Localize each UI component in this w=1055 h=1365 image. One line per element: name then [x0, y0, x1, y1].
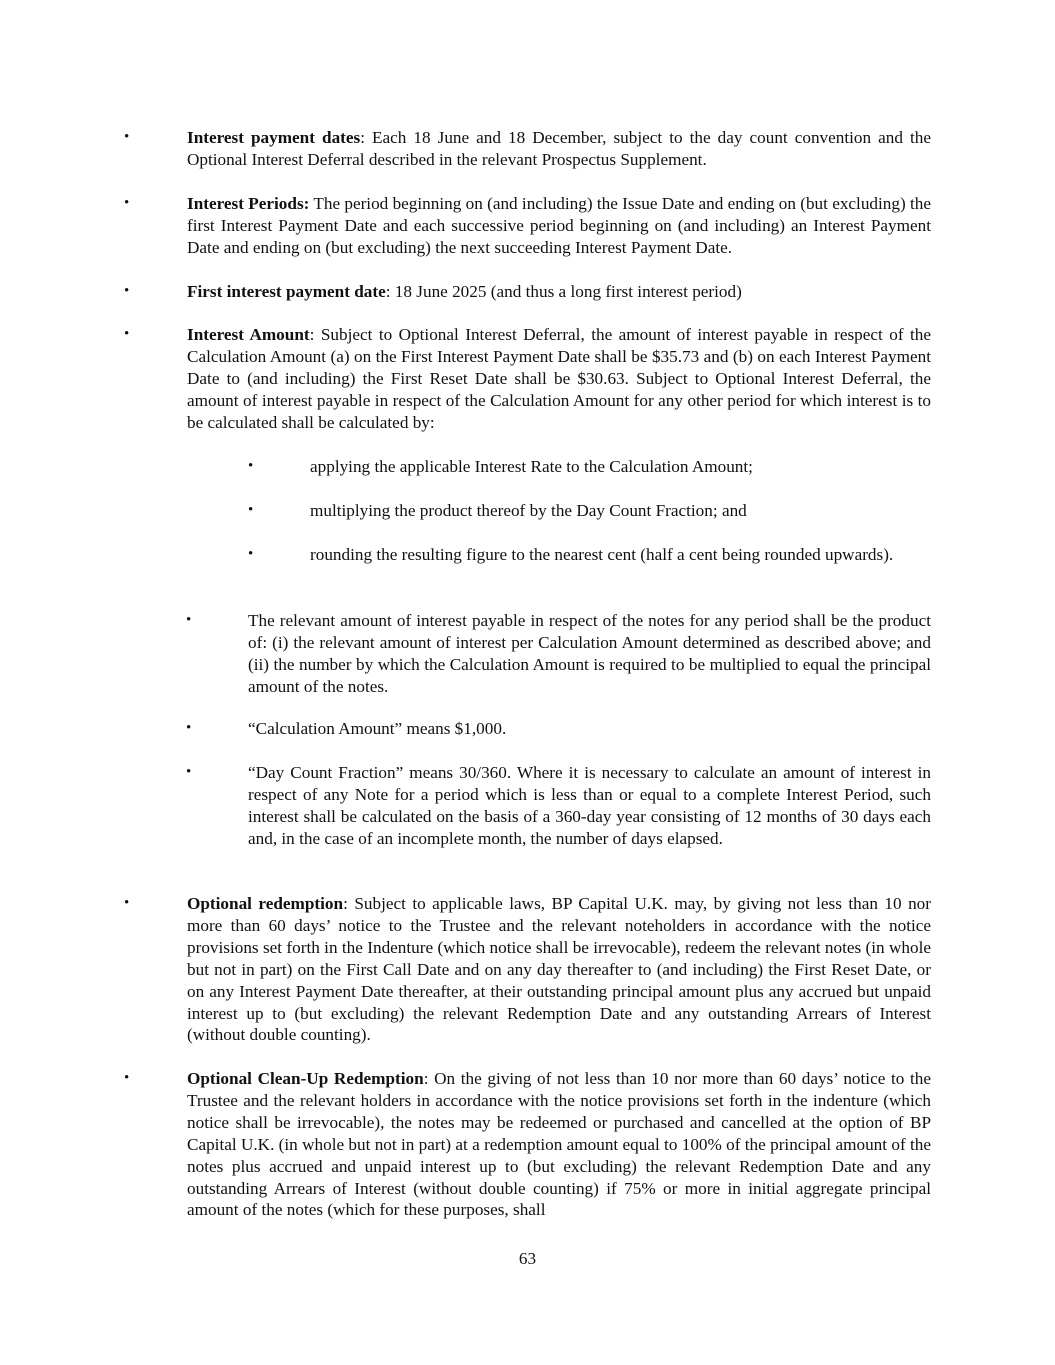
sub-item-apply-rate [310, 456, 931, 478]
list-item-optional-clean-up-redemption [187, 1068, 931, 1221]
item-text: “Day Count Fraction” means 30/360. Where it is necessary to calculate an amount of interest in respect of any Note for a period which is less than or equal to a complete Interest Period, such interest shall be calculated on the basis of a 360-day year consisting of 12 months of 30 days each and, in the case of an incomplete month, the number of days elapsed. [248, 763, 931, 848]
bullet-icon: • [186, 764, 192, 780]
item-text: : Subject to Optional Interest Deferral, the amount of interest payable in respect of the Calculation Amount (a) on the First Interest Payment Date shall be $35.73 and (b) on each Interest Payment Date to (and including) the First Reset Date shall be $30.63. Subject to Optional Interest Deferral, the amount of interest payable in respect of the Calculation Amount for any other period for which interest is to be calculated shall be calculated by: [187, 325, 931, 432]
item-lead: Interest payment dates [187, 128, 361, 147]
bullet-icon: • [124, 1070, 130, 1086]
item-lead: Interest Periods: [187, 194, 310, 213]
bullet-icon: • [186, 720, 192, 736]
item-text: rounding the resulting figure to the nearest cent (half a cent being rounded upwards). [310, 545, 894, 564]
item-text: : Each 18 June and 18 December, subject to the day count convention and the Optional Interest Deferral described in the relevant Prospectus Supplement. [187, 128, 931, 169]
sub-item-multiply [310, 500, 931, 522]
item-text: : Subject to applicable laws, BP Capital U.K. may, by giving not less than 10 nor more than 60 days’ notice to the Trustee and the relevant noteholders in accordance with the notice provisions set forth in the Indenture (which notice shall be irrevocable), redeem the relevant notes (in whole but not in part) on the First Call Date and on any day thereafter to (and including) the First Reset Date, or on any Interest Payment Date thereafter, at their outstanding principal amount plus any accrued but unpaid interest up to (but excluding) the relevant Redemption Date and any outstanding Arrears of Interest (without double counting). [187, 894, 931, 1045]
bullet-icon: • [248, 458, 254, 474]
list-item-interest-payment-dates [187, 127, 931, 171]
item-lead: Optional Clean-Up Redemption [187, 1069, 424, 1088]
item-lead: First interest payment date [187, 282, 386, 301]
item-text: : 18 June 2025 (and thus a long first interest period) [385, 282, 742, 301]
bullet-icon: • [186, 612, 192, 628]
list-item-interest-amount [187, 324, 931, 434]
bullet-icon: • [248, 546, 254, 562]
item-lead: Interest Amount [187, 325, 310, 344]
sub-item-relevant-amount [248, 610, 931, 698]
bullet-icon: • [124, 895, 130, 911]
page-number: 63 [518, 1249, 537, 1268]
item-text: “Calculation Amount” means $1,000. [248, 719, 507, 738]
bullet-icon: • [124, 283, 130, 299]
sub-item-rounding [310, 544, 931, 566]
item-lead: Optional redemption [187, 894, 344, 913]
sub-item-day-count-fraction [248, 762, 931, 850]
bullet-icon: • [248, 502, 254, 518]
list-item-interest-periods [187, 193, 931, 259]
bullet-icon: • [124, 195, 130, 211]
sub-item-calculation-amount [248, 718, 931, 740]
item-text: The period beginning on (and including) the Issue Date and ending on (but excluding) the first Interest Payment Date and each successive period beginning on (and including) an Interest Payment Date and ending on (but excluding) the next succeeding Interest Payment Date. [187, 194, 931, 257]
list-item-optional-redemption [187, 893, 931, 1046]
item-text: applying the applicable Interest Rate to the Calculation Amount; [310, 457, 753, 476]
item-text: multiplying the product thereof by the Day Count Fraction; and [310, 501, 747, 520]
item-text: The relevant amount of interest payable in respect of the notes for any period shall be the product of: (i) the relevant amount of interest per Calculation Amount determined as described above; and (ii) the number by which the Calculation Amount is required to be multiplied to equal the principal amount of the notes. [248, 611, 931, 696]
list-item-first-interest-payment-date [187, 281, 931, 303]
bullet-icon: • [124, 129, 130, 145]
bullet-icon: • [124, 326, 130, 342]
item-text: : On the giving of not less than 10 nor more than 60 days’ notice to the Trustee and the relevant holders in accordance with the notice provisions set forth in the indenture (which notice shall be irrevocable), the notes may be redeemed or purchased and cancelled at the option of BP Capital U.K. (in whole but not in part) at a redemption amount equal to 100% of the principal amount of the notes plus accrued and unpaid interest up to (but excluding) the relevant Redemption Date and any outstanding Arrears of Interest (without double counting) if 75% or more in initial aggregate principal amount of the notes (which for these purposes, shall [187, 1069, 931, 1220]
